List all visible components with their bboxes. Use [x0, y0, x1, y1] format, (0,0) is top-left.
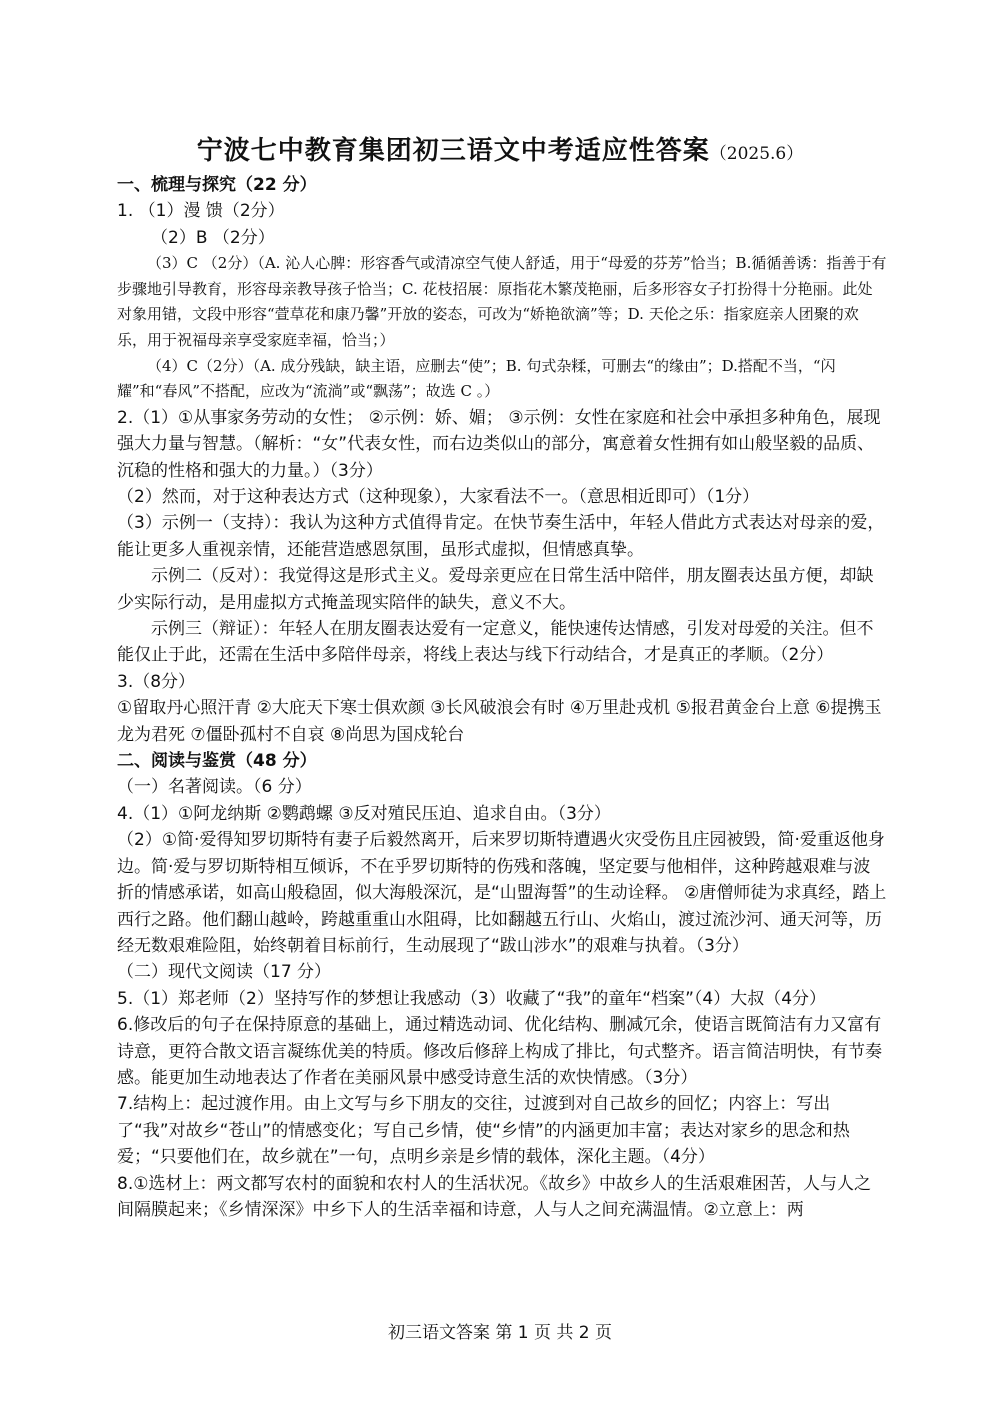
q2-part1: 2.（1）①从事家务劳动的女性； ②示例：娇、媚； ③示例：女性在家庭和社会中承担多种角色，展现强大力量与智慧。（解析：“女”代表女性，而右边类似山的部分，寓意着女性拥有如山般坚毅的品质、沉稳的性格和强大的力量。）（3分）: [117, 407, 881, 481]
subsection-modern-reading: （二）现代文阅读（17 分）: [117, 962, 332, 983]
q1-part3: （3）C （2分）（A. 沁人心脾：形容香气或清凉空气使人舒适，用于“母爱的芬芳”恰当；B.循循善诱：指善于有步骤地引导教育，形容母亲教导孩子恰当；C. 花枝招展：原指花木繁茂艳丽，后多形容女子打扮得十分艳丽。此处对象用错，文段中形容“萱草花和康乃馨”开放的姿态，可改为“娇艳欲滴”等；D. 天伦之乐：指家庭亲人团聚的欢乐，用于祝福母亲享受家庭幸福，恰当；）: [117, 254, 887, 349]
q2-example3: 示例三（辩证）：年轻人在朋友圈表达爱有一定意义，能快速传达情感，引发对母爱的关注。但不能仅止于此，还需在生活中多陪伴母亲，将线上表达与线下行动结合，才是真正的孝顺。（2分）: [117, 619, 874, 666]
q5-answer: 5.（1）郑老师（2）坚持写作的梦想让我感动（3）收藏了“我”的童年“档案”（4）大叔（4分）: [117, 988, 827, 1009]
q2-part2: （2）然而，对于这种表达方式（这种现象），大家看法不一。（意思相近即可）（1分）: [117, 487, 760, 507]
subsection-classics: （一）名著阅读。（6 分）: [117, 777, 312, 798]
title-text: 宁波七中教育集团初三语文中考适应性答案: [196, 136, 710, 166]
document-title: [0, 130, 1000, 167]
q4-part2: （2）①简·爱得知罗切斯特有妻子后毅然离开，后来罗切斯特遭遇火灾受伤且庄园被毁，简·爱重返他身边。简·爱与罗切斯特相互倾诉，不在乎罗切斯特的伤残和落魄，坚定要与他相伴，这种跨越艰难与波折的情感承诺，如高山般稳固，似大海般深沉，是“山盟海誓”的生动诠释。 ②唐僧师徒为求真经，踏上西行之路。他们翻山越岭，跨越重重山水阻碍，比如翻越五行山、火焰山，渡过流沙河、通天河等，历经无数艰难险阻，始终朝着目标前行，生动展现了“跋山涉水”的艰难与执着。（3分）: [117, 830, 887, 956]
q8-answer: 8.①选材上：两文都写农村的面貌和农村人的生活状况。《故乡》中故乡人的生活艰难困苦，人与人之间隔膜起来；《乡情深深》中乡下人的生活幸福和诗意，人与人之间充满温情。②立意上：两: [117, 1173, 871, 1220]
q7-answer: 7.结构上：起过渡作用。由上文写与乡下朋友的交往，过渡到对自己故乡的回忆；内容上：写出了“我”对故乡“苍山”的情感变化；写自己乡情，使“乡情”的内涵更加丰富；表达对家乡的思念和热爱；“只要他们在，故乡就在”一句，点明乡亲是乡情的载体，深化主题。（4分）: [117, 1094, 850, 1168]
title-date: （2025.6）: [709, 144, 804, 164]
section-heading-2: 二、阅读与鉴赏（48 分）: [117, 751, 317, 772]
answer-content: [117, 172, 887, 1223]
section-heading-1: 一、梳理与探究（22 分）: [117, 175, 317, 195]
q1-part2: （2）B （2分）: [151, 227, 275, 248]
q1-part4: （4）C（2分）（A. 成分残缺，缺主语，应删去“使”；B. 句式杂糅，可删去“的缘由”；D.搭配不当，“闪耀”和“春风”不搭配，应改为“流淌”或“飘荡”；故选 C 。）: [117, 356, 836, 401]
q3-answers: ①留取丹心照汗青 ②大庇天下寒士俱欢颜 ③长风破浪会有时 ④万里赴戎机 ⑤报君黄金台上意 ⑥提携玉龙为君死 ⑦僵卧孤村不自哀 ⑧尚思为国戍轮台: [117, 698, 882, 745]
q2-part3: （3）示例一（支持）：我认为这种方式值得肯定。在快节奏生活中，年轻人借此方式表达对母亲的爱，能让更多人重视亲情，还能营造感恩氛围，虽形式虚拟，但情感真挚。: [117, 513, 885, 560]
q6-answer: 6.修改后的句子在保持原意的基础上，通过精选动词、优化结构、删减冗余，使语言既简洁有力又富有诗意，更符合散文语言凝练优美的特质。修改后修辞上构成了排比，句式整齐。语言简洁明快，有节奏感。能更加生动地表达了作者在美丽风景中感受诗意生活的欢快情感。（3分）: [117, 1015, 882, 1088]
q4-part1: 4.（1）①阿龙纳斯 ②鹦鹉螺 ③反对殖民压迫、追求自由。（3分）: [117, 803, 611, 824]
q3-heading: 3.（8分）: [117, 671, 196, 692]
page-footer: 初三语文答案 第 1 页 共 2 页: [387, 1323, 613, 1343]
q2-example2: 示例二（反对）：我觉得这是形式主义。爱母亲更应在日常生活中陪伴，朋友圈表达虽方便，却缺少实际行动，是用虚拟方式掩盖现实陪伴的缺失，意义不大。: [117, 566, 874, 613]
q1-part1: 1. （1）漫 馈（2分）: [117, 201, 285, 222]
